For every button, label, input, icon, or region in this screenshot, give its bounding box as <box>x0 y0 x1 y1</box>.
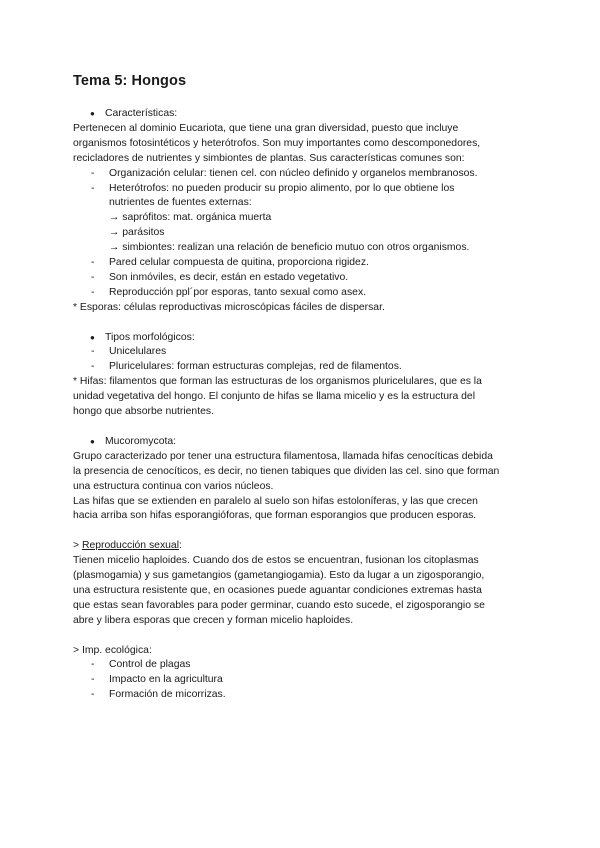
paragraph-line: Grupo caracterizado por tener una estructura filamentosa, llamada hifas cenocíticas debida <box>73 450 493 462</box>
note: unidad vegetativa del hongo. El conjunto de hifas se llama micelio y es la estructura del <box>73 391 476 403</box>
section-heading-mucoromycota: ● Mucoromycota: <box>73 435 533 450</box>
paragraph-line: recicladores de nutrientes y simbiontes de plantas. Sus características comunes son: <box>73 152 465 164</box>
sub-item: → simbiontes: realizan una relación de beneficio mutuo con otros organismos. <box>109 242 470 254</box>
list-item: - Control de plagas <box>73 658 533 673</box>
list-item: - Impacto en la agricultura <box>73 673 533 688</box>
list-item: - Organización celular: tienen cel. con núcleo definido y organelos membranosos. <box>73 167 533 182</box>
list-item: - Unicelulares <box>73 345 533 360</box>
list-item: - Pared celular compuesta de quitina, proporciona rigidez. <box>73 256 533 271</box>
list-item: - Heterótrofos: no pueden producir su propio alimento, por lo que obtiene los <box>73 182 533 197</box>
dash-icon: - <box>91 361 95 373</box>
note: hongo que absorbe nutrientes. <box>73 406 214 418</box>
section-heading-reproduccion: > Reproducción sexual: <box>73 540 182 552</box>
sub-item: → parásitos <box>109 227 165 239</box>
paragraph-line: hacia arriba son hifas esporangióforas, que forman esporangios que producen esporas. <box>73 510 477 522</box>
dash-icon: - <box>91 271 95 283</box>
sub-item: → saprófitos: mat. orgánica muerta <box>109 212 272 224</box>
dash-icon: - <box>91 346 95 358</box>
list-item: - Son inmóviles, es decir, están en estado vegetativo. <box>73 271 533 286</box>
bullet-icon: ● <box>90 436 95 446</box>
paragraph-line: Las hifas que se extienden en paralelo al suelo son hifas estoloníferas, y las que crecen <box>73 495 478 507</box>
dash-icon: - <box>91 674 95 686</box>
paragraph-line: que estas sean favorables para poder germinar, cuando esto sucede, el zigosporangio se <box>73 599 485 611</box>
note: * Hifas: filamentos que forman las estructuras de los organismos pluricelulares, que es la <box>73 376 482 388</box>
paragraph-line: abre y libera esporas que crecen y forman micelio haploides. <box>73 614 354 626</box>
dash-icon: - <box>91 257 95 269</box>
dash-icon: - <box>91 286 95 298</box>
section-heading-tipos: ● Tipos morfológicos: <box>73 331 533 346</box>
paragraph-line: (plasmogamia) y sus gametangios (gametangiogamia). Esto da lugar a un zigosporangio, <box>73 570 485 582</box>
paragraph-line: organismos fotosintéticos y heterótrofos. Son muy importantes como descomponedores, <box>73 137 481 149</box>
dash-icon: - <box>91 689 95 701</box>
bullet-icon: ● <box>90 109 95 118</box>
paragraph-line: una estructura resistente que, en ocasiones puede aguantar condiciones extremas hasta <box>73 584 482 596</box>
paragraph-line: la presencia de cenocíticos, es decir, no tienen tabiques que dividen las cel. sino que forman <box>73 465 500 477</box>
dash-icon: - <box>91 659 95 671</box>
paragraph-line: una estructura continua con varios núcleos. <box>73 480 274 492</box>
section-heading-imp-ecologica: > Imp. ecológica: <box>73 644 152 656</box>
list-item: - Formación de micorrizas. <box>73 688 533 703</box>
note: * Esporas: células reproductivas microscópicas fáciles de dispersar. <box>73 301 385 313</box>
list-item: - Reproducción ppl´por esporas, tanto sexual como asex. <box>73 286 533 301</box>
paragraph-line: Pertenecen al dominio Eucariota, que tiene una gran diversidad, puesto que incluye <box>73 122 459 134</box>
list-item-continuation: nutrientes de fuentes externas: <box>109 197 252 209</box>
paragraph-line: Tienen micelio haploides. Cuando dos de estos se encuentran, fusionan los citoplasmas <box>73 555 479 567</box>
dash-icon: - <box>91 182 95 194</box>
section-heading-caracteristicas: ● Características: <box>73 107 533 122</box>
list-item: - Pluricelulares: forman estructuras complejas, red de filamentos. <box>73 360 533 375</box>
dash-icon: - <box>91 167 95 179</box>
page-title: Tema 5: Hongos <box>73 73 187 89</box>
bullet-icon: ● <box>90 332 95 342</box>
document-body <box>73 107 533 703</box>
